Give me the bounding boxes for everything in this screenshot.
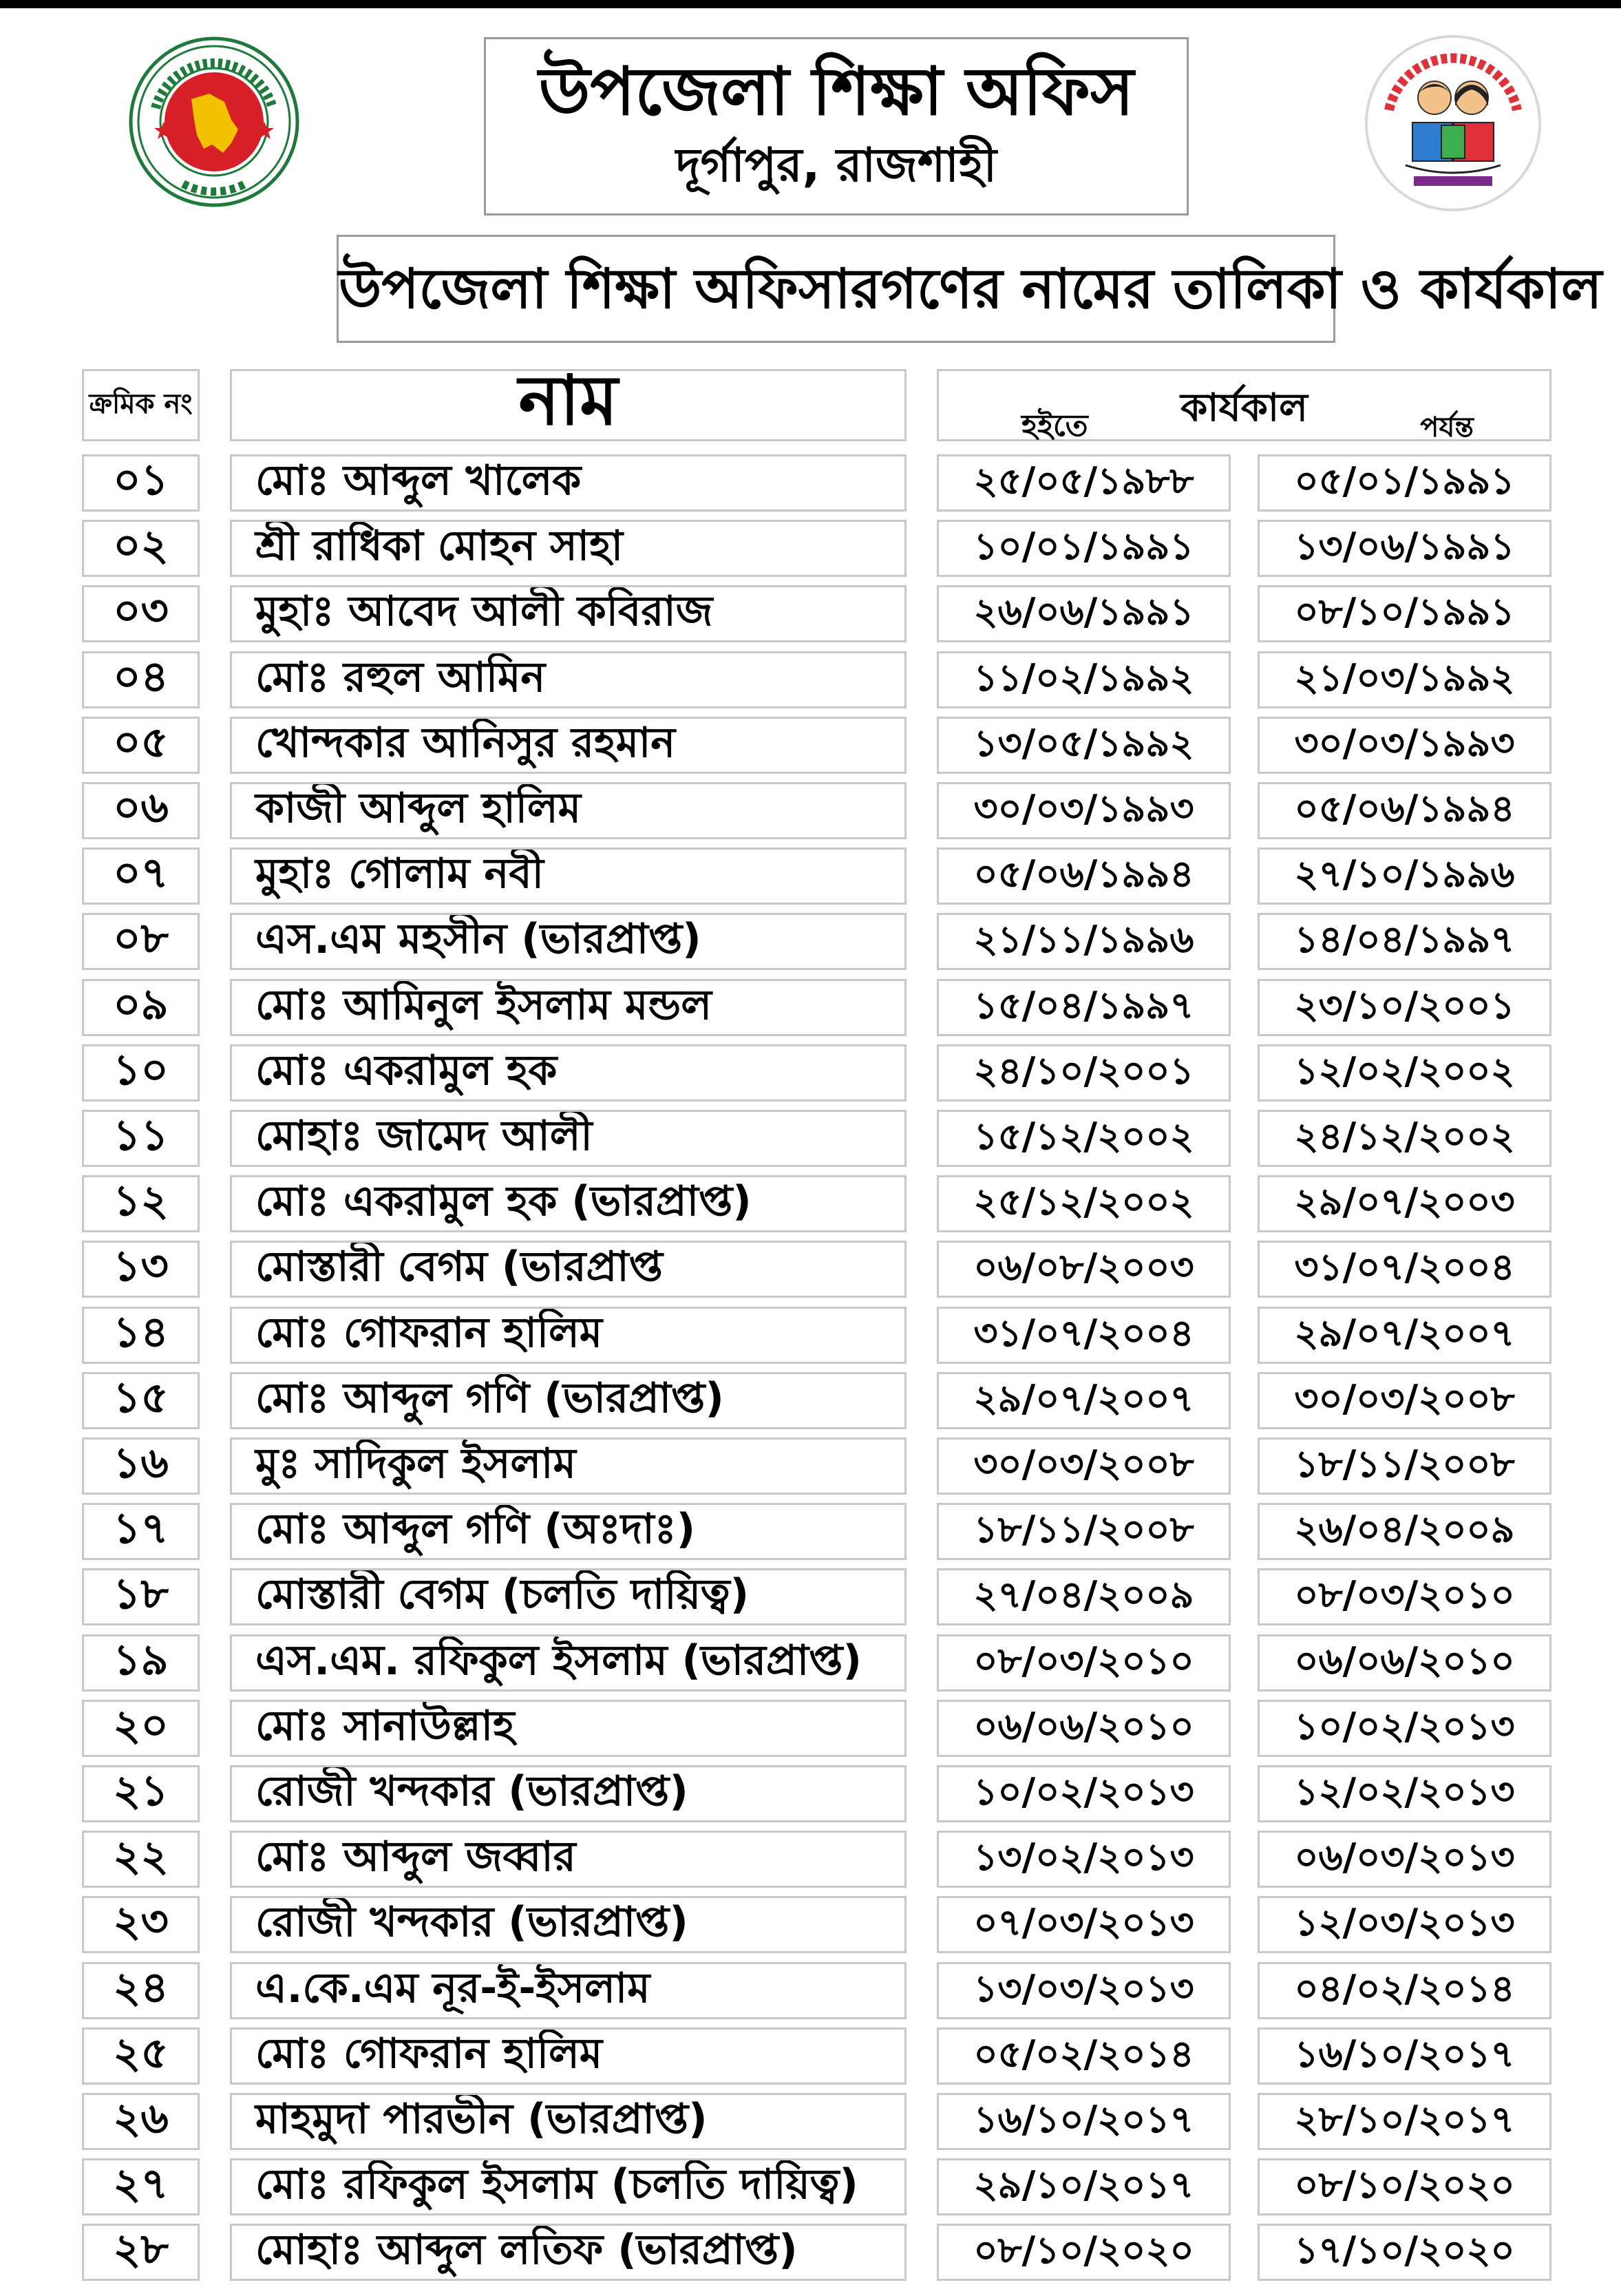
row-from-date: ১৩/০৫/১৯৯২ — [937, 717, 1231, 774]
top-border — [0, 0, 1621, 8]
row-serial: ১৩ — [82, 1241, 200, 1298]
row-name: মোঃ রহুল আমিন — [230, 651, 907, 708]
row-serial: ১৯ — [82, 1634, 200, 1692]
row-to-date: ০৪/০২/২০১৪ — [1258, 1962, 1551, 2019]
header-from: হইতে — [1021, 408, 1088, 443]
row-to-date: ১৩/০৬/১৯৯১ — [1258, 520, 1551, 577]
header-period — [937, 369, 1551, 441]
row-to-date: ০৫/০৬/১৯৯৪ — [1258, 782, 1551, 839]
row-from-date: ২৯/১০/২০১৭ — [937, 2158, 1231, 2215]
row-name: এস.এম মহসীন (ভারপ্রাপ্ত) — [230, 913, 907, 970]
row-serial: ০৮ — [82, 913, 200, 970]
row-serial: ০৫ — [82, 717, 200, 774]
row-name: মোঃ গোফরান হালিম — [230, 1307, 907, 1364]
row-from-date: ০৬/০৮/২০০৩ — [937, 1241, 1231, 1298]
row-from-date: ২৯/০৭/২০০৭ — [937, 1372, 1231, 1429]
row-to-date: ১৬/১০/২০১৭ — [1258, 2028, 1551, 2085]
row-from-date: ১৫/১২/২০০২ — [937, 1110, 1231, 1167]
row-serial: ১০ — [82, 1044, 200, 1102]
row-from-date: ১৮/১১/২০০৮ — [937, 1503, 1231, 1560]
row-to-date: ২৯/০৭/২০০৩ — [1258, 1175, 1551, 1232]
row-to-date: ২৪/১২/২০০২ — [1258, 1110, 1551, 1167]
row-from-date: ১০/০১/১৯৯১ — [937, 520, 1231, 577]
row-from-date: ১৩/০২/২০১৩ — [937, 1831, 1231, 1888]
row-name: এ.কে.এম নূর-ই-ইসলাম — [230, 1962, 907, 2019]
row-serial: ২৫ — [82, 2028, 200, 2085]
row-serial: ২৮ — [82, 2224, 200, 2281]
row-to-date: ১৭/১০/২০২০ — [1258, 2224, 1551, 2281]
row-serial: ২৪ — [82, 1962, 200, 2019]
row-name: কাজী আব্দুল হালিম — [230, 782, 907, 839]
row-serial: ০৯ — [82, 979, 200, 1036]
row-name: খোন্দকার আনিসুর রহমান — [230, 717, 907, 774]
row-to-date: ১৪/০৪/১৯৯৭ — [1258, 913, 1551, 970]
row-serial: ১৬ — [82, 1437, 200, 1495]
row-name: মোহাঃ জামেদ আলী — [230, 1110, 907, 1167]
row-from-date: ২৫/১২/২০০২ — [937, 1175, 1231, 1232]
row-from-date: ২১/১১/১৯৯৬ — [937, 913, 1231, 970]
row-from-date: ০৫/০২/২০১৪ — [937, 2028, 1231, 2085]
list-title: উপজেলা শিক্ষা অফিসারগণের নামের তালিকা ও কার্যকাল — [339, 257, 1602, 321]
education-directorate-logo — [1364, 34, 1542, 212]
row-name: মুহাঃ আবেদ আলী কবিরাজ — [230, 585, 907, 642]
row-to-date: ২৮/১০/২০১৭ — [1258, 2093, 1551, 2150]
row-name: রোজী খন্দকার (ভারপ্রাপ্ত) — [230, 1765, 907, 1822]
row-name: মোঃ রফিকুল ইসলাম (চলতি দায়িত্ব) — [230, 2158, 907, 2215]
row-from-date: ৩০/০৩/২০০৮ — [937, 1437, 1231, 1495]
row-from-date: ৩০/০৩/১৯৯৩ — [937, 782, 1231, 839]
row-from-date: ১৩/০৩/২০১৩ — [937, 1962, 1231, 2019]
header-name: নাম — [230, 369, 907, 441]
row-name: মোহাঃ আব্দুল লতিফ (ভারপ্রাপ্ত) — [230, 2224, 907, 2281]
row-serial: ২২ — [82, 1831, 200, 1888]
row-serial: ২৭ — [82, 2158, 200, 2215]
row-to-date: ০৬/০৬/২০১০ — [1258, 1634, 1551, 1692]
row-serial: ১৫ — [82, 1372, 200, 1429]
list-title-box — [337, 235, 1602, 343]
row-serial: ২৬ — [82, 2093, 200, 2150]
row-to-date: ০৮/১০/২০২০ — [1258, 2158, 1551, 2215]
row-from-date: ০৮/০৩/২০১০ — [937, 1634, 1231, 1692]
row-to-date: ২৯/০৭/২০০৭ — [1258, 1307, 1551, 1364]
row-from-date: ২৪/১০/২০০১ — [937, 1044, 1231, 1102]
row-serial: ০৪ — [82, 651, 200, 708]
row-from-date: ১০/০২/২০১৩ — [937, 1765, 1231, 1822]
row-to-date: ১০/০২/২০১৩ — [1258, 1700, 1551, 1757]
row-name: মোঃ একরামুল হক (ভারপ্রাপ্ত) — [230, 1175, 907, 1232]
row-to-date: ০৬/০৩/২০১৩ — [1258, 1831, 1551, 1888]
row-to-date: ০৫/০১/১৯৯১ — [1258, 454, 1551, 512]
row-to-date: ১২/০২/২০১৩ — [1258, 1765, 1551, 1822]
row-name: মোঃ আব্দুল জব্বার — [230, 1831, 907, 1888]
row-from-date: ২৭/০৪/২০০৯ — [937, 1568, 1231, 1625]
row-from-date: ১১/০২/১৯৯২ — [937, 651, 1231, 708]
header-to: পর্যন্ত — [1420, 412, 1474, 443]
row-from-date: ২৬/০৬/১৯৯১ — [937, 585, 1231, 642]
office-title: উপজেলা শিক্ষা অফিস — [538, 53, 1134, 130]
row-name: মুহাঃ গোলাম নবী — [230, 847, 907, 905]
row-name: মোঃ আব্দুল গণি (অঃদাঃ) — [230, 1503, 907, 1560]
row-from-date: ২৫/০৫/১৯৮৮ — [937, 454, 1231, 512]
row-serial: ১৭ — [82, 1503, 200, 1560]
row-to-date: ০৮/০৩/২০১০ — [1258, 1568, 1551, 1625]
row-to-date: ৩১/০৭/২০০৪ — [1258, 1241, 1551, 1298]
row-name: মোঃ আব্দুল গণি (ভারপ্রাপ্ত) — [230, 1372, 907, 1429]
row-serial: ১২ — [82, 1175, 200, 1232]
row-name: মোস্তারী বেগম (চলতি দায়িত্ব) — [230, 1568, 907, 1625]
row-serial: ০৬ — [82, 782, 200, 839]
row-serial: ২৩ — [82, 1896, 200, 1953]
row-from-date: ০৬/০৬/২০১০ — [937, 1700, 1231, 1757]
row-name: মুঃ সাদিকুল ইসলাম — [230, 1437, 907, 1495]
office-header-box — [484, 37, 1189, 215]
row-serial: ০১ — [82, 454, 200, 512]
row-from-date: ১৫/০৪/১৯৯৭ — [937, 979, 1231, 1036]
row-to-date: ১২/০২/২০০২ — [1258, 1044, 1551, 1102]
row-name: মাহমুদা পারভীন (ভারপ্রাপ্ত) — [230, 2093, 907, 2150]
office-location: দূর্গাপুর, রাজশাহী — [675, 138, 997, 193]
row-to-date: ১২/০৩/২০১৩ — [1258, 1896, 1551, 1953]
row-serial: ১১ — [82, 1110, 200, 1167]
row-from-date: ১৬/১০/২০১৭ — [937, 2093, 1231, 2150]
row-name: এস.এম. রফিকুল ইসলাম (ভারপ্রাপ্ত) — [230, 1634, 907, 1692]
row-to-date: ২১/০৩/১৯৯২ — [1258, 651, 1551, 708]
row-name: মোঃ সানাউল্লাহ — [230, 1700, 907, 1757]
row-name: মোঃ আব্দুল খালেক — [230, 454, 907, 512]
row-to-date: ৩০/০৩/১৯৯৩ — [1258, 717, 1551, 774]
row-serial: ২০ — [82, 1700, 200, 1757]
row-serial: ১৪ — [82, 1307, 200, 1364]
row-serial: ১৮ — [82, 1568, 200, 1625]
row-name: মোঃ গোফরান হালিম — [230, 2028, 907, 2085]
row-from-date: ০৭/০৩/২০১৩ — [937, 1896, 1231, 1953]
row-to-date: ১৮/১১/২০০৮ — [1258, 1437, 1551, 1495]
row-to-date: ২৩/১০/২০০১ — [1258, 979, 1551, 1036]
row-name: মোঃ আমিনুল ইসলাম মন্ডল — [230, 979, 907, 1036]
row-serial: ২১ — [82, 1765, 200, 1822]
header-period-title: কার্যকাল — [1180, 386, 1308, 430]
row-to-date: ২৬/০৪/২০০৯ — [1258, 1503, 1551, 1560]
header-serial: ক্রমিক নং — [82, 369, 200, 441]
row-from-date: ৩১/০৭/২০০৪ — [937, 1307, 1231, 1364]
government-seal-logo — [128, 36, 300, 208]
row-name: মোস্তারী বেগম (ভারপ্রাপ্ত — [230, 1241, 907, 1298]
row-name: মোঃ একরামুল হক — [230, 1044, 907, 1102]
row-name: শ্রী রাধিকা মোহন সাহা — [230, 520, 907, 577]
row-to-date: ০৮/১০/১৯৯১ — [1258, 585, 1551, 642]
row-name: রোজী খন্দকার (ভারপ্রাপ্ত) — [230, 1896, 907, 1953]
row-from-date: ০৮/১০/২০২০ — [937, 2224, 1231, 2281]
row-serial: ০৭ — [82, 847, 200, 905]
row-serial: ০৩ — [82, 585, 200, 642]
row-to-date: ২৭/১০/১৯৯৬ — [1258, 847, 1551, 905]
row-to-date: ৩০/০৩/২০০৮ — [1258, 1372, 1551, 1429]
row-from-date: ০৫/০৬/১৯৯৪ — [937, 847, 1231, 905]
row-serial: ০২ — [82, 520, 200, 577]
